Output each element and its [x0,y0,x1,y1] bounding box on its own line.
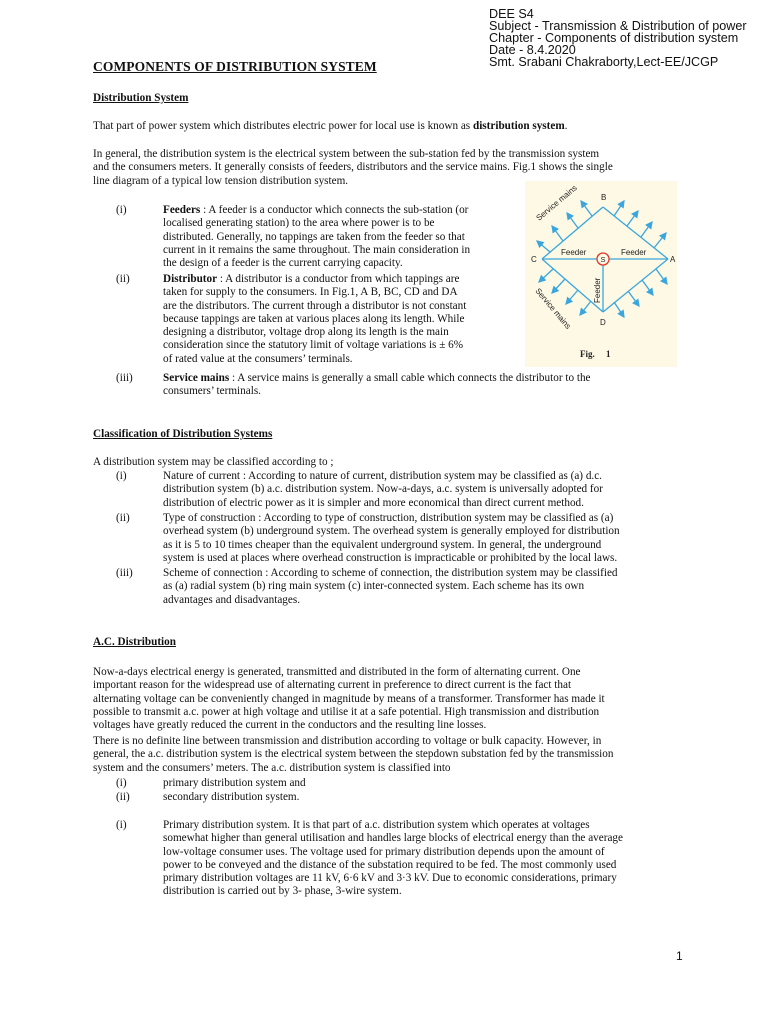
list-number: (ii) [116,512,130,524]
service-arrow [654,233,666,248]
service-arrow [552,279,565,293]
list-item-nature-of-current: Nature of current : According to nature of current, distribution system may be classified as (a) d.c. distribution system (b) a.c. distribution system. Now-a-days, a.c. system is universally adopted for distribution of electric power as it is simpler and more economical than direct current method. [163,470,603,509]
list-number: (ii) [116,791,130,803]
header-course: DEE S4 [489,7,534,21]
list-item-scheme-of-connection: Scheme of connection : According to scheme of connection, the distribution system may be classified as (a) radial system (b) ring main system (c) inter-connected system. Each scheme has its own advantages and disadvantages. [163,567,618,606]
text-line: line diagram of a typical low tension distribution system. [93,174,349,187]
service-arrow [641,222,652,237]
service-arrow [539,269,553,282]
header-date: Date - 8.4.2020 [489,42,576,57]
classification-intro: A distribution system may be classified according to ; [93,456,334,468]
section-heading-distribution-system: Distribution System [93,92,189,104]
header-author: Smt. Srabani Chakraborty,Lect-EE/JCGP [489,54,719,69]
text-line: and the consumers meters. It generally consists of feeders, distributors and the service mains. Fig.1 shows the single [93,161,613,174]
service-arrow [627,211,638,226]
label-feeder-right: Feeder [621,248,647,257]
service-arrow [656,269,667,284]
figure-caption: Fig. 1 [580,349,611,359]
service-arrow [566,290,578,304]
list-number: (i) [116,204,127,216]
service-arrow [567,213,578,228]
label-a: A [670,255,676,264]
header-subject: Subject - Transmission & Distribution of power [489,18,747,33]
page-title: COMPONENTS OF DISTRIBUTION SYSTEM [93,59,377,74]
document-header [489,9,764,69]
list-item-feeders: Feeders : A feeder is a conductor which connects the sub-station (or localised generating station) to the area where power is to be distributed. Generally, no tappings are taken from the feeder so that current in it remains the same throughout. The main consideration in the design of a feeder is the current carrying capacity. [163,204,471,270]
page-number: 1 [676,949,683,963]
list-number: (i) [116,777,127,789]
label-service-mains-top: Service mains [534,183,579,223]
list-item-secondary-short: secondary distribution system. [163,791,300,803]
list-item-distributor: Distributor : A distributor is a conductor from which tappings are taken for supply to the consumers. In Fig.1, A B, BC, CD and DA are the distributors. The current through a distributor is not constant because tappings are taken at various places along its length. While designing a distributor, voltage drop along its length is the main consideration since the statutory limit of voltage variations is ± 6% of rated value at the consumers’ terminals. [163,273,467,365]
label-s: S [600,255,606,264]
definition-paragraph: That part of power system which distributes electric power for local use is known as distribution system. [93,120,568,132]
service-arrow [581,201,592,216]
label-c: C [531,255,537,264]
service-arrow [628,291,639,306]
label-b: B [601,193,607,202]
list-number: (ii) [116,273,130,285]
list-item-type-of-construction: Type of construction : According to type of construction, distribution system may be classified as (a) overhead system (b) underground system. The overhead system is generally employed for distribution as it is 5 to 10 times cheaper than the equivalent underground system. In general, the underground system is used at places where overhead construction is impracticable or prohibited by the local laws. [163,512,620,564]
service-arrow [614,302,624,317]
list-number: (i) [116,819,127,831]
service-arrow [580,301,591,315]
label-service-mains-bottom: Service mains [533,286,573,331]
service-arrow [614,201,624,216]
distributor-da-line [603,259,668,312]
ac-paragraph-1: Now-a-days electrical energy is generated, transmitted and distributed in the form of alternating current. One important reason for the widespread use of alternating current in preference to direct current is the fact that alternating voltage can be conveniently changed in magnitude by means of a transformer. Transformer has made it possible to transmit a.c. power at high voltage and utilise it at a safe potential. High transmission and distribution voltages have greatly reduced the current in the conductors and the resulting line losses. [93,666,605,732]
label-d: D [600,318,606,327]
list-number: (iii) [116,567,133,579]
list-number: (iii) [116,372,133,384]
figure-distribution-diagram [525,181,677,367]
label-feeder-vertical: Feeder [593,277,602,303]
service-arrow [537,241,550,252]
list-item-primary-short: primary distribution system and [163,777,306,789]
list-item-service-mains: Service mains : A service mains is generally a small cable which connects the distributor to the consumers’ terminals. [163,372,591,398]
list-number: (i) [116,470,127,482]
label-feeder-left: Feeder [561,248,587,257]
ac-paragraph-2: There is no definite line between transmission and distribution according to voltage or bulk capacity. However, in general, the a.c. distribution system is the electrical system between the stepdown substation fed by the transmission system and the consumers’ meters. The a.c. distribution system is classified into [93,735,614,774]
list-item-primary-distribution: Primary distribution system. It is that part of a.c. distribution system which operates at voltages somewhat higher than general utilisation and handles large blocks of electrical energy than the average low-voltage consumer uses. The voltage used for primary distribution depends upon the amount of power to be conveyed and the distance of the substation required to be fed. The most commonly used primary distribution voltages are 11 kV, 6·6 kV and 3·3 kV. Due to economic considerations, primary distribution is carried out by 3- phase, 3-wire system. [163,819,623,898]
header-chapter: Chapter - Components of distribution system [489,30,739,45]
service-arrow [642,280,653,295]
section-heading-ac-distribution: A.C. Distribution [93,636,176,648]
service-arrow [552,226,563,241]
distribution-diagram-svg [525,181,677,367]
text-line: In general, the distribution system is the electrical system between the sub-station fed by the transmission system [93,148,600,160]
section-heading-classification: Classification of Distribution Systems [93,428,273,440]
